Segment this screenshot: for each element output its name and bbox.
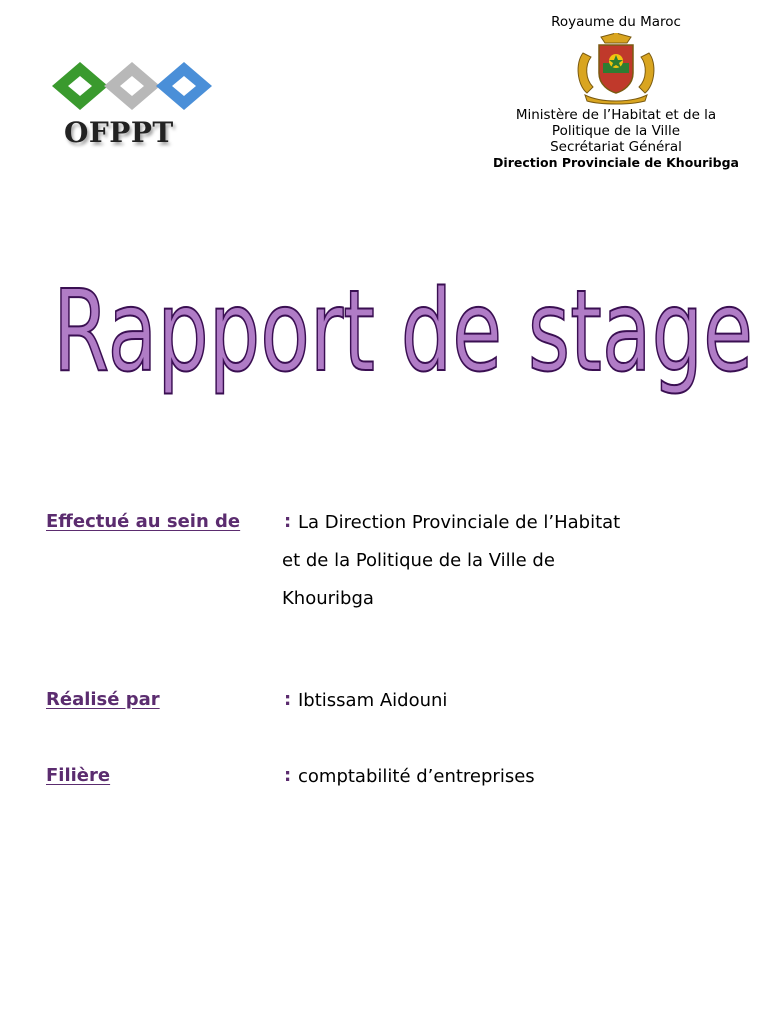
author-label: Réalisé par (46, 689, 160, 710)
host-colon: : (284, 511, 292, 532)
host-line-1: La Direction Provinciale de l’Habitat (298, 512, 621, 533)
host-line-2: et de la Politique de la Ville de (282, 550, 555, 571)
host-label: Effectué au sein de (46, 511, 241, 532)
report-title-text: Rapport de stage (53, 267, 753, 397)
secretariat: Secrétariat Général (550, 139, 682, 155)
report-title (46, 262, 760, 402)
ofppt-logo (46, 56, 220, 152)
ofppt-chain-icon (46, 56, 220, 118)
author-name: Ibtissam Aidouni (298, 690, 448, 711)
country-name: Royaume du Maroc (551, 14, 681, 30)
author-colon: : (284, 689, 292, 710)
program-name: comptabilité d’entreprises (298, 766, 535, 787)
program-label: Filière (46, 765, 111, 786)
ministry-line-2: Politique de la Ville (551, 123, 681, 139)
logo-text: OFPPT (64, 116, 174, 149)
host-line-3: Khouribga (282, 588, 374, 609)
ministry-header (486, 14, 746, 171)
provincial-direction: Direction Provinciale de Khouribga (493, 155, 739, 170)
program-colon: : (284, 765, 292, 786)
ministry-line-1: Ministère de l’Habitat et de la (515, 107, 717, 123)
coat-of-arms-icon (571, 33, 661, 105)
